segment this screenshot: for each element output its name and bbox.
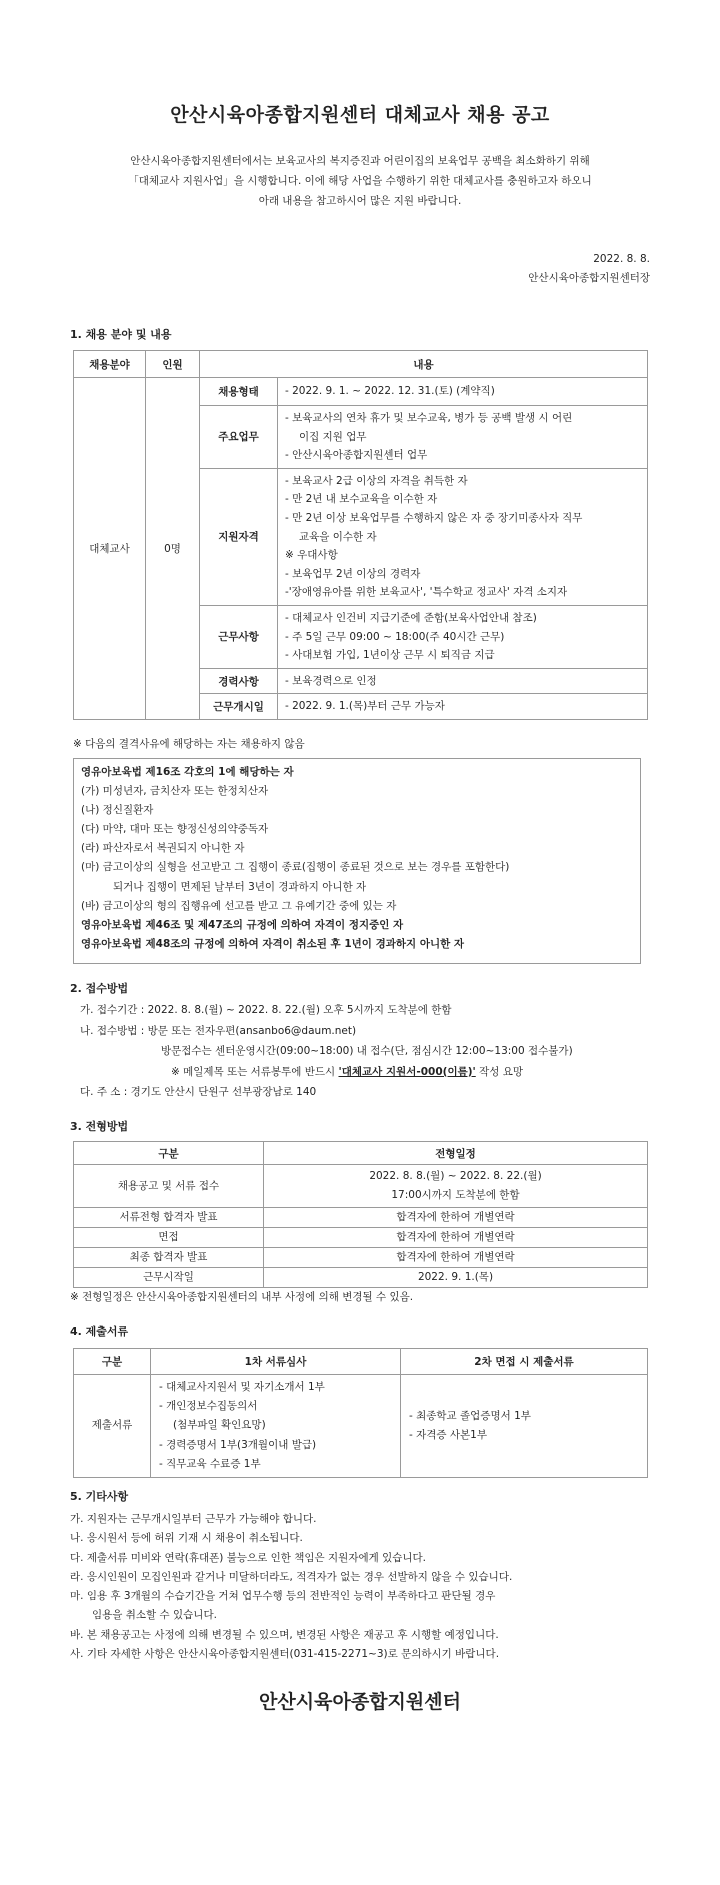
issuer: 안산시육아종합지원센터장 xyxy=(528,272,650,284)
row-value: 2022. 9. 1.(목) xyxy=(264,1268,648,1288)
table-row xyxy=(74,1228,648,1248)
content-line: - 보육교사의 연차 휴가 및 보수교육, 병가 등 공백 발생 시 어린 xyxy=(285,412,573,424)
doc-line: - 최종학교 졸업증명서 1부 xyxy=(409,1409,531,1422)
intro-line: 아래 내용을 참고하시어 많은 지원 바랍니다. xyxy=(258,195,462,207)
row-label: 채용공고 및 서류 접수 xyxy=(74,1165,264,1208)
disqualify-line: (마) 금고이상의 실형을 선고받고 그 집행이 종료(집행이 종료된 것으로 보는 경우를 포함한다) xyxy=(81,861,510,874)
header-content: 내용 xyxy=(200,351,648,378)
section-title-5: 5. 기타사항 xyxy=(70,1490,129,1503)
table-row xyxy=(74,1208,648,1228)
row-label: 경력사항 xyxy=(200,668,278,694)
disqualify-line: 영유아보육법 제48조의 규정에 의하여 자격이 취소된 후 1년이 경과하지 아니한 자 xyxy=(81,937,465,950)
header-category: 구분 xyxy=(74,1349,151,1375)
table-row xyxy=(74,1248,648,1268)
schedule-note: ※ 전형일정은 안산시육아종합지원센터의 내부 사정에 의해 변경될 수 있음. xyxy=(70,1291,414,1303)
row-label: 근무사항 xyxy=(200,605,278,668)
disqualify-line: 영유아보육법 제16조 각호의 1에 해당하는 자 xyxy=(81,766,294,778)
mail-title-format: '대체교사 지원서-000(이름)' xyxy=(338,1065,476,1078)
row-label: 지원자격 xyxy=(200,468,278,605)
intro-paragraph xyxy=(80,151,640,211)
row-content xyxy=(278,378,648,406)
count-cell: 0명 xyxy=(146,378,200,720)
documents-table xyxy=(73,1348,648,1478)
doc-line: - 경력증명서 1부(3개월이내 발급) xyxy=(159,1438,317,1451)
row-label: 채용형태 xyxy=(200,378,278,406)
mail-note xyxy=(80,1062,573,1083)
header-second-round: 2차 면접 시 제출서류 xyxy=(401,1349,648,1375)
row-value: 합격자에 한하여 개별연락 xyxy=(264,1228,648,1248)
doc-line: - 대체교사지원서 및 자기소개서 1부 xyxy=(159,1381,325,1393)
table-header-row xyxy=(74,1349,648,1375)
address: 다. 주 소 : 경기도 안산시 단원구 선부광장남로 140 xyxy=(80,1086,317,1098)
note-item: 나. 응시원서 등에 허위 기재 시 채용이 취소됩니다. xyxy=(70,1532,303,1545)
content-line: ※ 우대사항 xyxy=(285,549,338,562)
note-item: 임용을 취소할 수 있습니다. xyxy=(92,1609,217,1622)
application-method xyxy=(80,1000,573,1103)
header-field: 채용분야 xyxy=(74,351,146,378)
disqualify-line: (가) 미성년자, 금치산자 또는 한정치산자 xyxy=(81,785,269,798)
section-title-1: 1. 채용 분야 및 내용 xyxy=(70,328,172,341)
doc-line: - 개인정보수집동의서 xyxy=(159,1400,258,1413)
disqualify-box xyxy=(73,758,641,964)
table-row xyxy=(74,1165,648,1208)
row-content xyxy=(278,668,648,694)
content-line: 교육을 이수한 자 xyxy=(299,530,377,543)
field-cell: 대체교사 xyxy=(74,378,146,720)
doc-line: - 직무교육 수료증 1부 xyxy=(159,1457,261,1470)
page-title: 안산시육아종합지원센터 대체교사 채용 공고 xyxy=(170,104,550,126)
header-schedule: 전형일정 xyxy=(264,1142,648,1165)
row-label: 근무개시일 xyxy=(200,694,278,720)
table-row xyxy=(74,1268,648,1288)
content-line: - 만 2년 내 보수교육을 이수한 자 xyxy=(285,493,438,506)
note-item: 다. 제출서류 미비와 연락(휴대폰) 불능으로 인한 책임은 지원자에게 있습니다. xyxy=(70,1551,427,1564)
content-line: - 보육교사 2급 이상의 자격을 취득한 자 xyxy=(285,474,468,487)
row-content xyxy=(278,605,648,668)
row-content xyxy=(278,468,648,605)
disqualify-note: ※ 다음의 결격사유에 해당하는 자는 채용하지 않음 xyxy=(73,738,305,750)
date-block xyxy=(528,250,650,288)
section-title-4: 4. 제출서류 xyxy=(70,1325,129,1338)
content-line: - 2022. 9. 1.(목)부터 근무 가능자 xyxy=(285,700,445,713)
content-line: - 2022. 9. 1. ~ 2022. 12. 31.(토) (계약직) xyxy=(285,385,495,398)
application-period: 가. 접수기간 : 2022. 8. 8.(월) ~ 2022. 8. 22.(월) 오후 5시까지 도착분에 한함 xyxy=(80,1004,452,1016)
row-label: 근무시작일 xyxy=(74,1268,264,1288)
footer-organization: 안산시육아종합지원센터 xyxy=(259,1691,461,1713)
mail-note-text: 작성 요망 xyxy=(475,1065,523,1078)
row-label: 주요업무 xyxy=(200,406,278,469)
row-content xyxy=(278,406,648,469)
row-label: 최종 합격자 발표 xyxy=(74,1248,264,1268)
header-category: 구분 xyxy=(74,1142,264,1165)
content-line: - 보육업무 2년 이상의 경력자 xyxy=(285,567,421,580)
notice-date: 2022. 8. 8. xyxy=(593,253,650,265)
content-line: 이집 지원 업무 xyxy=(299,430,367,443)
note-item: 사. 기타 자세한 사항은 안산시육아종합지원센터(031-415-2271~3)로 문의하시기 바랍니다. xyxy=(70,1648,500,1661)
section-title-3: 3. 전형방법 xyxy=(70,1120,129,1133)
intro-line: 「대체교사 지원사업」을 시행합니다. 이에 해당 사업을 수행하기 위한 대체교사를 충원하고자 하오니 xyxy=(128,175,592,187)
disqualify-line: 되거나 집행이 면제된 날부터 3년이 경과하지 아니한 자 xyxy=(113,880,367,893)
content-line: - 보육경력으로 인정 xyxy=(285,674,377,687)
second-round-docs xyxy=(401,1375,648,1478)
content-line: - 안산시육아종합지원센터 업무 xyxy=(285,449,428,462)
disqualify-line: (나) 정신질환자 xyxy=(81,804,154,817)
note-item: 마. 임용 후 3개월의 수습기간을 거쳐 업무수행 등의 전반적인 능력이 부족하다고 판단될 경우 xyxy=(70,1590,496,1603)
first-round-docs xyxy=(151,1375,401,1478)
section-title-2: 2. 접수방법 xyxy=(70,982,129,995)
disqualify-line: (라) 파산자로서 복권되지 아니한 자 xyxy=(81,842,245,855)
note-item: 바. 본 채용공고는 사정에 의해 변경될 수 있으며, 변경된 사항은 재공고 후 시행할 예정입니다. xyxy=(70,1628,499,1641)
doc-line: (첨부파일 확인요망) xyxy=(173,1419,266,1432)
disqualify-line: (바) 금고이상의 형의 집행유예 선고를 받고 그 유예기간 중에 있는 자 xyxy=(81,899,397,912)
header-first-round: 1차 서류심사 xyxy=(151,1349,401,1375)
table-row xyxy=(74,1375,648,1478)
value-line: 2022. 8. 8.(월) ~ 2022. 8. 22.(월) xyxy=(369,1170,542,1182)
row-value: 합격자에 한하여 개별연락 xyxy=(264,1248,648,1268)
row-content xyxy=(278,694,648,720)
disqualify-line: (다) 마약, 대마 또는 향정신성의약중독자 xyxy=(81,823,269,836)
application-channel: 나. 접수방법 : 방문 또는 전자우편(ansanbo6@daum.net) xyxy=(80,1024,357,1037)
selection-table xyxy=(73,1141,648,1288)
other-notes xyxy=(70,1510,512,1664)
disqualify-line: 영유아보육법 제46조 및 제47조의 규정에 의하여 자격이 정지중인 자 xyxy=(81,918,404,931)
row-label: 제출서류 xyxy=(74,1375,151,1478)
table-header-row xyxy=(74,1142,648,1165)
header-count: 인원 xyxy=(146,351,200,378)
content-line: - 주 5일 근무 09:00 ~ 18:00(주 40시간 근무) xyxy=(285,630,505,643)
visit-note: 방문접수는 센터운영시간(09:00~18:00) 내 접수(단, 점심시간 12:00~13:00 접수불가) xyxy=(161,1045,573,1057)
table-header-row xyxy=(74,351,648,378)
value-line: 17:00시까지 도착분에 한함 xyxy=(391,1189,520,1201)
row-value xyxy=(264,1165,648,1208)
mail-note-text: ※ 메일제목 또는 서류봉투에 반드시 xyxy=(171,1065,339,1078)
table-row xyxy=(74,378,648,406)
recruitment-table xyxy=(73,350,648,720)
note-item: 라. 응시인원이 모집인원과 같거나 미달하더라도, 적격자가 없는 경우 선발하지 않을 수 있습니다. xyxy=(70,1570,513,1583)
content-line: - 만 2년 이상 보육업무를 수행하지 않은 자 중 장기미종사자 직무 xyxy=(285,511,583,524)
doc-line: - 자격증 사본1부 xyxy=(409,1429,488,1441)
content-line: - 사대보험 가입, 1년이상 근무 시 퇴직금 지급 xyxy=(285,649,495,662)
content-line: - 대체교사 인건비 지급기준에 준함(보육사업안내 참조) xyxy=(285,611,537,624)
row-value: 합격자에 한하여 개별연락 xyxy=(264,1208,648,1228)
row-label: 면접 xyxy=(74,1228,264,1248)
note-item: 가. 지원자는 근무개시일부터 근무가 가능해야 합니다. xyxy=(70,1513,317,1525)
row-label: 서류전형 합격자 발표 xyxy=(74,1208,264,1228)
content-line: -'장애영유아를 위한 보육교사', '특수학교 정교사' 자격 소지자 xyxy=(285,586,568,599)
intro-line: 안산시육아종합지원센터에서는 보육교사의 복지증진과 어린이집의 보육업무 공백을 최소화하기 위해 xyxy=(130,155,590,167)
